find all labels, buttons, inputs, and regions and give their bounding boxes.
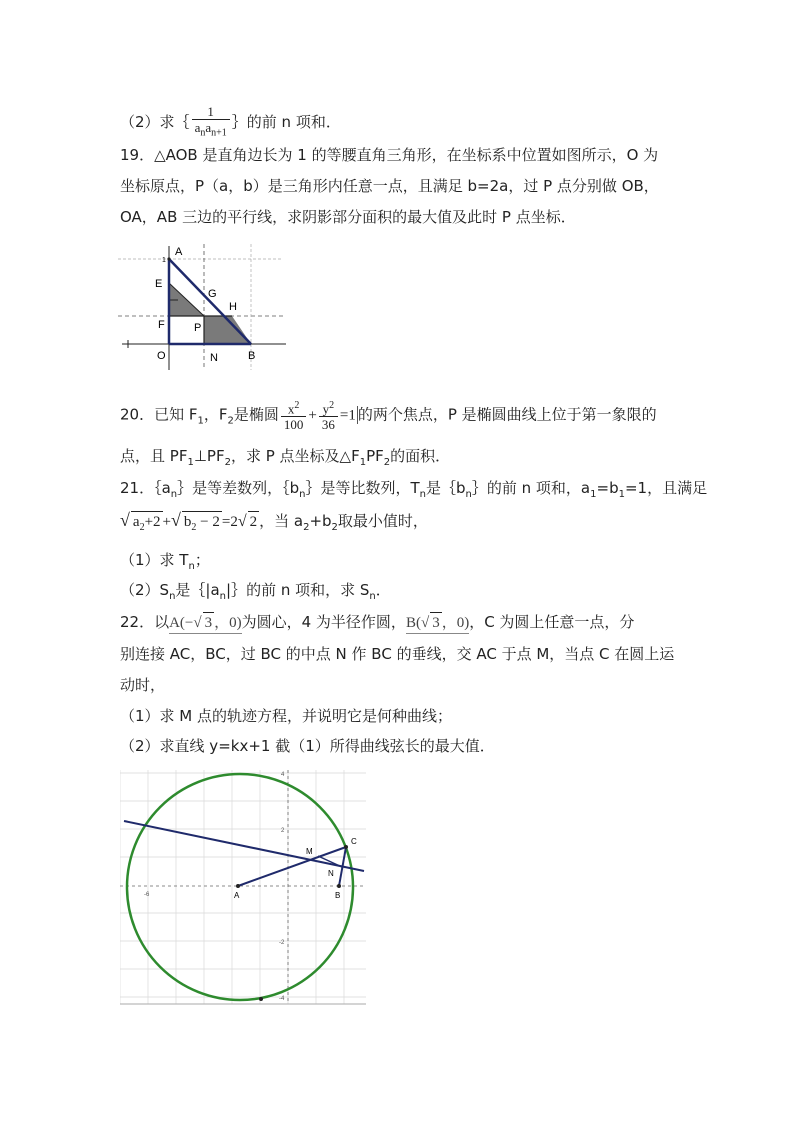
q19-line1: 19．△AOB 是直角边长为 1 的等腰直角三角形，在坐标系中位置如图所示，O 为 [120, 146, 659, 164]
label-B: B [248, 350, 256, 362]
q21-line2: √ $a_2+2$ +√ $b_2 - 2 =2√$ 2 ，当 $a_2+b_2$取最小值时， [120, 510, 428, 538]
q21-sqrt-1: $a_2+2$ [131, 511, 163, 538]
tick-1: 1 [162, 257, 166, 264]
q22-point-A: A(−√ 3 ，0) [169, 612, 242, 634]
label-F: F [158, 319, 165, 331]
label-B: B [335, 891, 341, 900]
q19-line2: 坐标原点，P（a，b）是三角形内任意一点，且满足 b=2a，过 P 点分别做 OB， [120, 177, 659, 195]
q22-line2: 别连接 AC，BC，过 BC 的中点 N 作 BC 的垂线，交 AC 于点 M，当点 C 在圆上运 [120, 645, 675, 663]
label-M: M [306, 847, 313, 856]
label-A: A [234, 891, 240, 900]
q22-figure [120, 770, 368, 1008]
svg-text:4: 4 [281, 772, 285, 778]
q21-sqrt-3: 2 [248, 511, 260, 532]
circle [127, 774, 353, 1000]
label-C: C [351, 837, 357, 846]
svg-text:-6: -6 [144, 892, 150, 898]
q22-line3: 动时， [120, 676, 166, 694]
q21-part2: $(2)S_n$是$\{|a_n|\}$的前 n 项和，求 $S_n$． [120, 581, 391, 602]
svg-text:-2: -2 [279, 940, 285, 946]
q22-part1: （1）求 M 点的轨迹方程，并说明它是何种曲线； [120, 707, 453, 725]
svg-text:2: 2 [281, 828, 285, 834]
label-P: P [194, 322, 202, 334]
q22-line1: 22．以A(−√ 3 ，0)为圆心，4 为半径作圆，B(√ 3 ，0)，C 为圆上任意一点，分 [120, 612, 634, 634]
q21-line1: 21．$\{a_n\}$是等差数列，$\{b_n\}$是等比数列，$T_n$是$\{b_n\}$的前 n 项和，$a_1=b_1=1$，且满足 [120, 479, 708, 500]
label-O: O [157, 350, 166, 362]
q20-fraction-y: $\frac{y^2}{36}$ [319, 398, 338, 432]
label-E: E [155, 278, 163, 290]
label-H: H [229, 301, 237, 313]
q19-figure [118, 240, 290, 372]
q19-line3: OA，AB 三边的平行线，求阴影部分面积的最大值及此时 P 点坐标． [120, 208, 576, 226]
line-y-kx-1 [124, 821, 364, 871]
q20-line2: 点，且 $PF_1\perp PF_2$，求 P 点坐标及$\triangle F_1PF_2$的面积． [120, 447, 451, 468]
label-A: A [175, 246, 183, 258]
q21-sqrt-2: $b_2 - 2$ [182, 511, 222, 538]
q20-fraction-x: $\frac{x^2}{100}$ [281, 398, 307, 432]
q20-line1: 20．已知 $F_1$，$F_2$是椭圆 $\frac{x^2}{100}$ + $\frac{y^2}{36}$ =1 的两个焦点，P 是椭圆曲线上位于第一象限的 [120, 400, 657, 433]
q21-part1: （1）求 $T_n$； [120, 551, 210, 572]
label-N: N [210, 352, 218, 364]
label-N: N [328, 869, 334, 878]
label-G: G [208, 288, 217, 300]
q22-point-B: B(√ 3 ，0) [406, 612, 469, 634]
q18-part2-prefix: （2）求 [120, 112, 175, 131]
svg-text:-4: -4 [279, 996, 285, 1002]
q18-part2: （2）求｛ $\frac{1}{a_na_{n+1}}$ ｝的前 n 项和． [120, 104, 341, 139]
q22-part2: （2）求直线 y=kx+1 截（1）所得曲线弦长的最大值． [120, 737, 495, 755]
q18-part2-suffix: 的前 n 项和． [246, 112, 341, 131]
segment-AC [238, 847, 346, 886]
q18-fraction: $\frac{1}{a_na_{n+1}}$ [192, 104, 230, 141]
